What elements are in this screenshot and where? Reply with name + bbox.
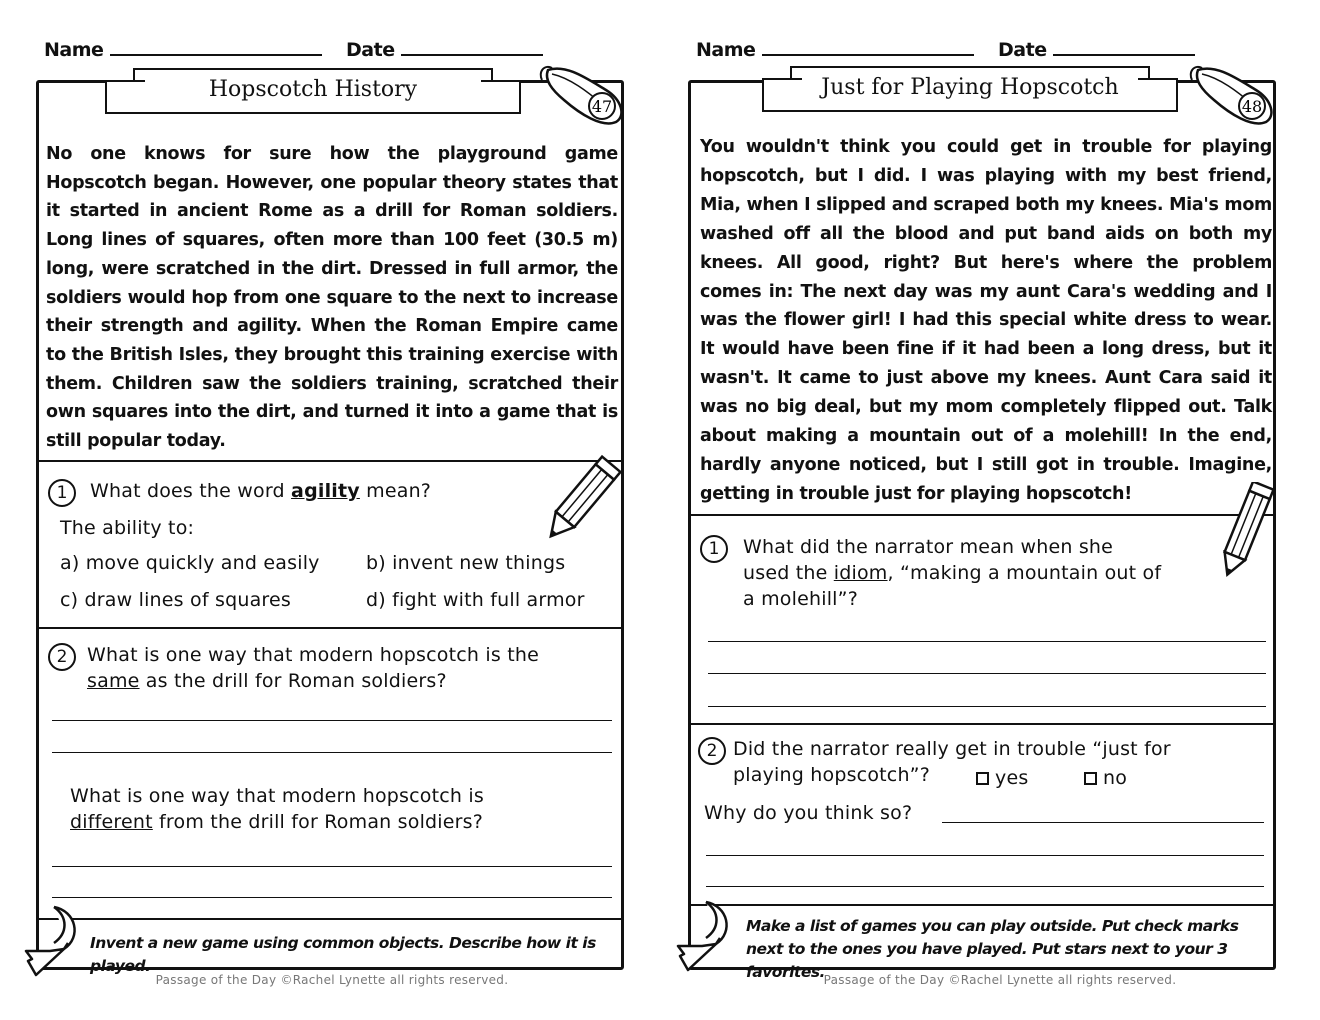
answer-line[interactable]: [942, 822, 1264, 823]
pea-pod-icon: [536, 58, 628, 128]
name-field[interactable]: [762, 38, 974, 56]
worksheet-48: [680, 0, 1280, 1000]
divider: [36, 627, 624, 629]
divider: [688, 904, 1276, 906]
name-label: Name: [44, 39, 104, 61]
answer-line[interactable]: [52, 866, 612, 867]
answer-line[interactable]: [708, 706, 1266, 707]
pea-pod-icon: [1186, 58, 1278, 128]
title-banner: [790, 66, 1150, 112]
yes-checkbox[interactable]: [976, 772, 989, 785]
question-number-2: 2: [48, 643, 76, 671]
name-field[interactable]: [110, 38, 322, 56]
question-2-text: What is one way that modern hopscotch is the same as the drill for Roman soldiers?: [87, 644, 539, 692]
worksheet-47: [28, 0, 628, 1000]
answer-line[interactable]: [52, 752, 612, 753]
no-option[interactable]: no: [1084, 765, 1127, 791]
option-d[interactable]: d) fight with full armor: [366, 589, 585, 611]
vocab-word: idiom: [833, 562, 888, 584]
vocab-word: agility: [291, 480, 360, 502]
divider: [36, 918, 624, 920]
answer-line[interactable]: [706, 855, 1264, 856]
page-title: Just for Playing Hopscotch: [821, 75, 1119, 100]
date-field[interactable]: [401, 38, 543, 56]
extension-prompt: Invent a new game using common objects. Describe how it is played.: [90, 934, 596, 975]
extension-prompt: Make a list of games you can play outside. Put check marks next to the ones you have played. Put stars next to your 3 favorites.: [746, 917, 1239, 981]
name-date-header: [44, 38, 543, 61]
no-checkbox[interactable]: [1084, 772, 1097, 785]
copyright: Passage of the Day ©Rachel Lynette all rights reserved.: [823, 973, 1177, 987]
question-1-text: What does the word agility mean?: [90, 480, 432, 502]
pencil-icon: [1208, 482, 1280, 590]
divider: [688, 723, 1276, 725]
question-2-text: Did the narrator really get in trouble “just for playing hopscotch”?: [733, 738, 1171, 786]
reading-passage: You wouldn't think you could get in trouble for playing hopscotch, but I did. I was playing with my best friend, Mia, when I slipped and scraped both my knees. Mia's mom washed off all the blood and put band aids on both my knees. All good, right? But here's where the problem comes in: The next day was my aunt Cara's wedding and I was the flower girl! I had this special white dress to wear. It would have been fine if it had been a long dress, but it wasn't. It came to just above my knees. Aunt Cara said it was no big deal, but my mom completely flipped out. Talk about making a mountain out of a molehill! In the end, hardly anyone noticed, but I still got in trouble. Imagine, getting in trouble just for playing hopscotch!: [700, 137, 1272, 504]
question-1-stem: The ability to:: [60, 517, 195, 539]
option-b[interactable]: b) invent new things: [366, 552, 566, 574]
question-1-text: What did the narrator mean when she used the idiom, “making a mountain out of a molehill”?: [743, 536, 1162, 610]
answer-line[interactable]: [52, 720, 612, 721]
copyright: Passage of the Day ©Rachel Lynette all rights reserved.: [155, 973, 509, 987]
question-number-2: 2: [698, 737, 726, 765]
why-prompt: Why do you think so?: [704, 802, 913, 824]
page-number: 47: [591, 97, 613, 116]
date-label: Date: [346, 39, 395, 61]
answer-line[interactable]: [708, 641, 1266, 642]
pencil-icon: [533, 452, 633, 544]
turn-arrow-icon: [24, 903, 86, 981]
emphasis-word: different: [70, 811, 153, 833]
option-a[interactable]: a) move quickly and easily: [60, 552, 320, 574]
page-number: 48: [1241, 97, 1263, 116]
turn-arrow-icon: [676, 898, 738, 976]
reading-passage: No one knows for sure how the playground game Hopscotch began. However, one popular theory states that it started in ancient Rome as a drill for Roman soldiers. Long lines of squares, often more than 100 feet (30.5 m) long, were scratched in the dirt. Dressed in full armor, the soldiers would hop from one square to the next to increase their strength and agility. When the Roman Empire came to the British Isles, they brought this training exercise with them. Children saw the soldiers training, scratched their own squares into the dirt, and turned it into a game that is still popular today.: [46, 144, 618, 452]
date-field[interactable]: [1053, 38, 1195, 56]
divider: [688, 514, 1276, 516]
page-title: Hopscotch History: [208, 77, 418, 102]
date-label: Date: [998, 39, 1047, 61]
question-number-1: 1: [48, 479, 76, 507]
option-c[interactable]: c) draw lines of squares: [60, 589, 292, 611]
emphasis-word: same: [87, 670, 140, 692]
answer-line[interactable]: [706, 886, 1264, 887]
name-label: Name: [696, 39, 756, 61]
question-2b-text: What is one way that modern hopscotch is different from the drill for Roman soldiers?: [70, 785, 484, 833]
yes-option[interactable]: yes: [976, 765, 1028, 791]
answer-line[interactable]: [52, 897, 612, 898]
question-number-1: 1: [700, 535, 728, 563]
answer-line[interactable]: [708, 673, 1266, 674]
name-date-header: [696, 38, 1195, 61]
title-banner: [133, 68, 493, 114]
